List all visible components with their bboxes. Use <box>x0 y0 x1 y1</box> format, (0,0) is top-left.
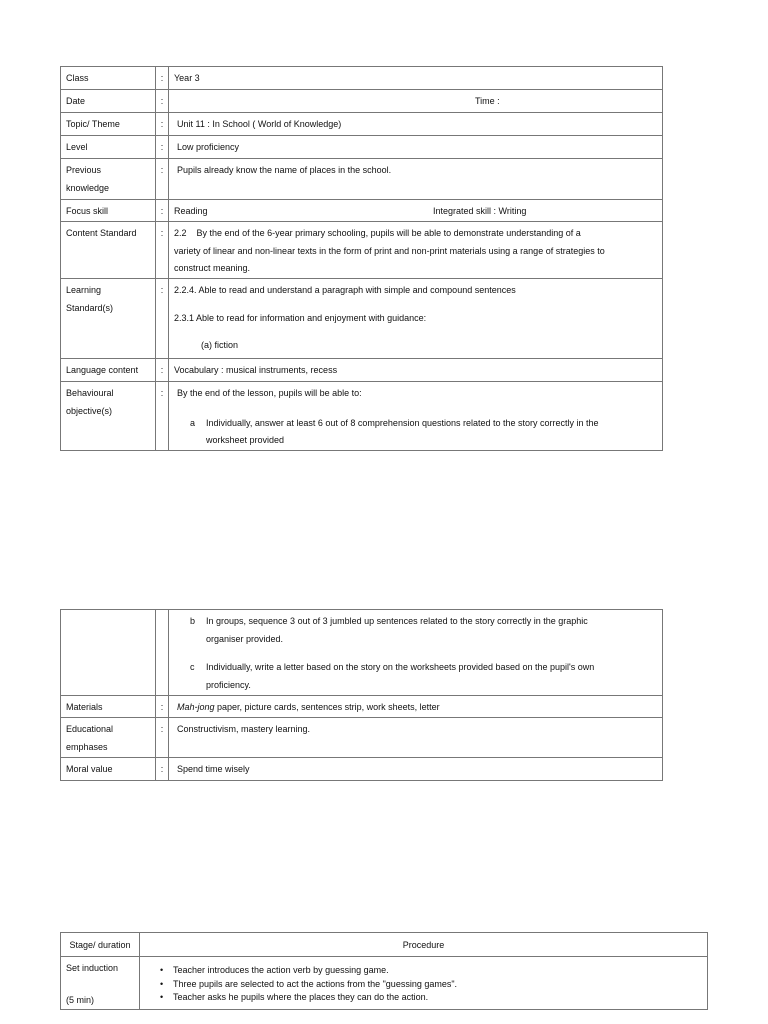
row-content-standard <box>61 222 663 279</box>
materials-rest: paper, picture cards, sentences strip, work sheets, letter <box>214 702 440 712</box>
objective-b-marker: b <box>190 616 196 626</box>
colon: : <box>156 159 169 200</box>
learning-standard-value <box>169 279 663 359</box>
colon: : <box>156 279 169 359</box>
behavioural-objectives-label <box>61 382 156 451</box>
learning-standard-1: 2.2.4. Able to read and understand a paragraph with simple and compound sentences <box>174 285 516 295</box>
learning-standard-3: (a) fiction <box>201 340 239 350</box>
learning-standard-label <box>61 279 156 359</box>
date-time-cell <box>169 90 663 113</box>
lesson-plan-table-2 <box>60 609 663 781</box>
row-class <box>61 67 663 90</box>
set-induction-procedure <box>140 957 708 1010</box>
set-induction-label: Set induction <box>66 963 119 973</box>
focus-skill-cell <box>169 200 663 222</box>
objectives-continued <box>169 610 663 696</box>
procedure-list <box>140 964 707 1005</box>
procedure-table <box>60 932 708 1010</box>
colon: : <box>156 136 169 159</box>
lesson-plan-table-1 <box>60 66 663 451</box>
educational-emphases-value: Constructivism, mastery learning. <box>169 718 663 758</box>
row-focus-skill <box>61 200 663 222</box>
procedure-header-row <box>61 933 708 957</box>
procedure-item: • Three pupils are selected to act the actions from the "guessing games". <box>173 978 707 992</box>
focus-skill-value: Reading <box>174 206 208 216</box>
topic-label: Topic/ Theme <box>61 113 156 136</box>
learning-label-line2: Standard(s) <box>66 302 114 313</box>
procedure-item: • Teacher asks he pupils where the places they can do the action. <box>173 991 707 1005</box>
focus-skill-label: Focus skill <box>61 200 156 222</box>
row-moral-value <box>61 758 663 781</box>
row-behavioural-objectives <box>61 382 663 451</box>
colon: : <box>156 696 169 718</box>
behavioural-label-line2: objective(s) <box>66 405 113 416</box>
behavioural-intro: By the end of the lesson, pupils will be able to: <box>177 388 362 398</box>
educational-label-line2: emphases <box>66 741 108 752</box>
previous-label-line2: knowledge <box>66 182 110 193</box>
content-standard-line3: construct meaning. <box>174 263 251 273</box>
objective-a-line2: worksheet provided <box>206 435 285 445</box>
objective-a-line1: Individually, answer at least 6 out of 8 comprehension questions related to the story correctly in the <box>206 417 599 428</box>
colon: : <box>156 359 169 382</box>
procedure-header: Procedure <box>140 933 708 957</box>
colon: : <box>156 718 169 758</box>
set-induction-row <box>61 957 708 1010</box>
educational-emphases-label <box>61 718 156 758</box>
colon: : <box>156 200 169 222</box>
row-topic <box>61 113 663 136</box>
colon: : <box>156 758 169 781</box>
class-value: Year 3 <box>169 67 663 90</box>
row-learning-standard <box>61 279 663 359</box>
objective-b <box>190 613 658 648</box>
integrated-skill-value: Integrated skill : Writing <box>433 206 527 216</box>
behavioural-label-line1: Behavioural <box>66 388 114 398</box>
objective-a <box>190 415 658 450</box>
time-label: Time : <box>475 96 500 106</box>
row-date <box>61 90 663 113</box>
learning-standard-2: 2.3.1 Able to read for information and enjoyment with guidance: <box>174 312 427 323</box>
content-standard-line2: variety of linear and non-linear texts in the form of print and non-print materials using a range of strategies to <box>174 245 605 256</box>
colon: : <box>156 113 169 136</box>
level-label: Level <box>61 136 156 159</box>
previous-label-line1: Previous <box>66 165 102 175</box>
class-label: Class <box>61 67 156 90</box>
colon: : <box>156 67 169 90</box>
objective-b-line2: organiser provided. <box>206 633 284 644</box>
objective-c-line2: proficiency. <box>206 679 251 690</box>
materials-italic: Mah-jong <box>177 702 215 712</box>
objective-a-marker: a <box>190 417 196 428</box>
set-induction-duration: (5 min) <box>66 994 95 1005</box>
language-content-label: Language content <box>61 359 156 382</box>
content-standard-label: Content Standard <box>61 222 156 279</box>
row-level <box>61 136 663 159</box>
colon: : <box>156 382 169 451</box>
procedure-item: • Teacher introduces the action verb by guessing game. <box>173 964 707 978</box>
row-previous-knowledge <box>61 159 663 200</box>
colon: : <box>156 90 169 113</box>
moral-value-label: Moral value <box>61 758 156 781</box>
behavioural-objectives-value <box>169 382 663 451</box>
stage-duration-header: Stage/ duration <box>61 933 140 957</box>
learning-label-line1: Learning <box>66 285 102 295</box>
language-content-value: Vocabulary : musical instruments, recess <box>169 359 663 382</box>
content-standard-line1: By the end of the 6-year primary schooling, pupils will be able to demonstrate understanding of a <box>196 228 581 238</box>
objective-c-marker: c <box>190 662 195 672</box>
content-standard-value <box>169 222 663 279</box>
row-educational-emphases <box>61 718 663 758</box>
content-standard-number: 2.2 <box>174 228 187 238</box>
materials-label: Materials <box>61 696 156 718</box>
objective-b-line1: In groups, sequence 3 out of 3 jumbled up sentences related to the story correctly in the graphic <box>206 616 588 626</box>
level-value: Low proficiency <box>169 136 663 159</box>
row-objectives-continued <box>61 610 663 696</box>
materials-value <box>169 696 663 718</box>
row-materials <box>61 696 663 718</box>
objective-c <box>190 659 658 694</box>
previous-knowledge-label <box>61 159 156 200</box>
previous-knowledge-value: Pupils already know the name of places in the school. <box>169 159 663 200</box>
row-language-content <box>61 359 663 382</box>
colon: : <box>156 222 169 279</box>
moral-value-value: Spend time wisely <box>169 758 663 781</box>
educational-label-line1: Educational <box>66 724 114 734</box>
date-label: Date <box>61 90 156 113</box>
objective-c-line1: Individually, write a letter based on the story on the worksheets provided based on the pupil's own <box>206 662 595 672</box>
set-induction-cell <box>61 957 140 1010</box>
topic-value: Unit 11 : In School ( World of Knowledge) <box>169 113 663 136</box>
